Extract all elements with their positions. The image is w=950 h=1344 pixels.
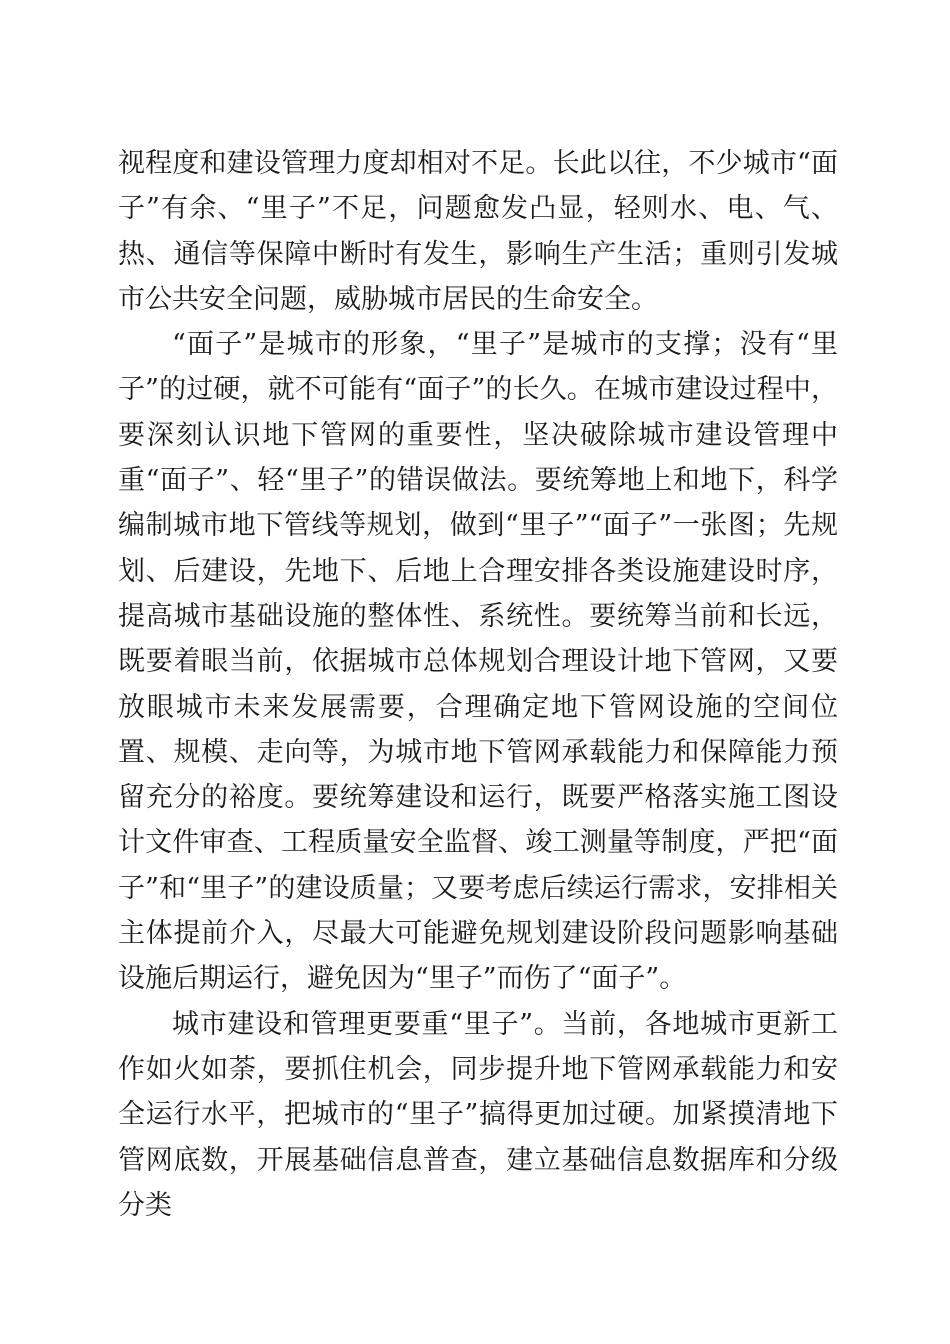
document-body: [118, 141, 838, 1228]
paragraph-mianzi-lizi: “面子”是城市的形象，“里子”是城市的支撑；没有“里子”的过硬，就不可能有“面子”的长久。在城市建设过程中，要深刻认识地下管网的重要性，坚决破除城市建设管理中重“面子”、轻“里子”的错误做法。要统筹地上和地下，科学编制城市地下管线等规划，做到“里子”“面子”一张图；先规划、后建设，先地下、后地上合理安排各类设施建设时序，提高城市基础设施的整体性、系统性。要统筹当前和长远，既要着眼当前，依据城市总体规划合理设计地下管网，又要放眼城市未来发展需要，合理确定地下管网设施的空间位置、规模、走向等，为城市地下管网承载能力和保障能力预留充分的裕度。要统筹建设和运行，既要严格落实施工图设计文件审查、工程质量安全监督、竣工测量等制度，严把“面子”和“里子”的建设质量；又要考虑后续运行需求，安排相关主体提前介入，尽最大可能避免规划建设阶段问题影响基础设施后期运行，避免因为“里子”而伤了“面子”。: [118, 329, 838, 995]
paragraph-city-construction: 城市建设和管理更要重“里子”。当前，各地城市更新工作如火如荼，要抓住机会，同步提升地下管网承载能力和安全运行水平，把城市的“里子”搞得更加过硬。加紧摸清地下管网底数，开展基础信息普查，建立基础信息数据库和分级分类: [118, 1008, 838, 1221]
paragraph-continued: 视程度和建设管理力度却相对不足。长此以往，不少城市“面子”有余、“里子”不足，问题愈发凸显，轻则水、电、气、热、通信等保障中断时有发生，影响生产生活；重则引发城市公共安全问题，威胁城市居民的生命安全。: [118, 148, 838, 315]
